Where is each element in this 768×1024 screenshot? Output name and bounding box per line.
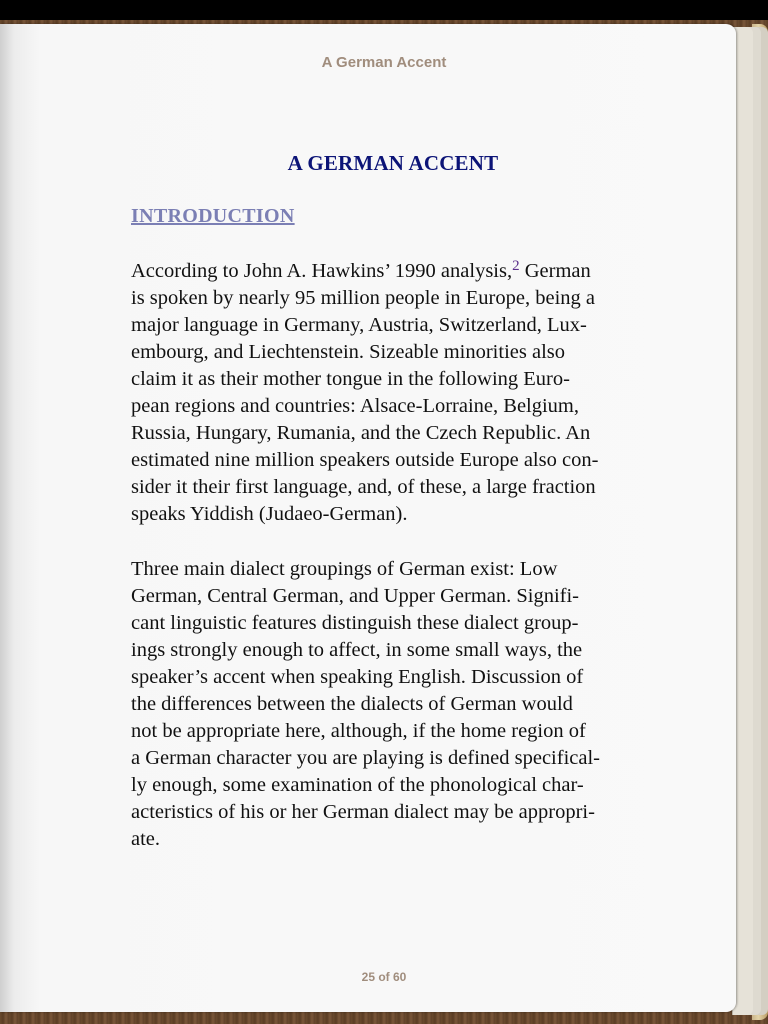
paragraph-intro [131, 258, 661, 528]
footnote-link[interactable]: 2 [512, 258, 520, 274]
text-line: speaks Yiddish (Judaeo-German). [131, 503, 408, 525]
text-line: estimated nine million speakers outside Europe also con- [131, 449, 599, 471]
text-line: the differences between the dialects of German would [131, 693, 573, 715]
text-line: major language in Germany, Austria, Switzerland, Lux- [131, 314, 587, 336]
text-line: speaker’s accent when speaking English. Discussion of [131, 666, 584, 688]
running-header[interactable]: A German Accent [321, 54, 447, 71]
text-line: pean regions and countries: Alsace-Lorraine, Belgium, [131, 395, 580, 417]
text-line: Three main dialect groupings of German exist: Low [131, 558, 558, 580]
text-line: is spoken by nearly 95 million people in Europe, being a [131, 287, 596, 309]
text-line: a German character you are playing is defined specifical- [131, 747, 600, 769]
text-line: embourg, and Liechtenstein. Sizeable minorities also [131, 341, 565, 363]
section-heading: INTRODUCTION [131, 205, 295, 227]
text-line: ly enough, some examination of the phonological char- [131, 774, 584, 796]
page-indicator: 25 of 60 [361, 970, 407, 984]
text-line: acteristics of his or her German dialect may be appropri- [131, 801, 595, 823]
paragraph-dialects [131, 556, 661, 853]
text-line: sider it their first language, and, of these, a large fraction [131, 476, 596, 498]
text-line: ate. [131, 828, 161, 850]
text-line: According to John A. Hawkins’ 1990 analysis,$^2$ German [131, 258, 591, 282]
text-line: ings strongly enough to affect, in some small ways, the [131, 639, 583, 661]
text-line: claim it as their mother tongue in the following Euro- [131, 368, 570, 390]
text-line: not be appropriate here, although, if the home region of [131, 720, 586, 742]
status-bar [0, 0, 768, 20]
chapter-title: A GERMAN ACCENT [287, 151, 499, 175]
text-line: cant linguistic features distinguish these dialect group- [131, 612, 579, 634]
text-line: German, Central German, and Upper German. Signifi- [131, 585, 580, 607]
text-line: Russia, Hungary, Rumania, and the Czech Republic. An [131, 422, 591, 444]
